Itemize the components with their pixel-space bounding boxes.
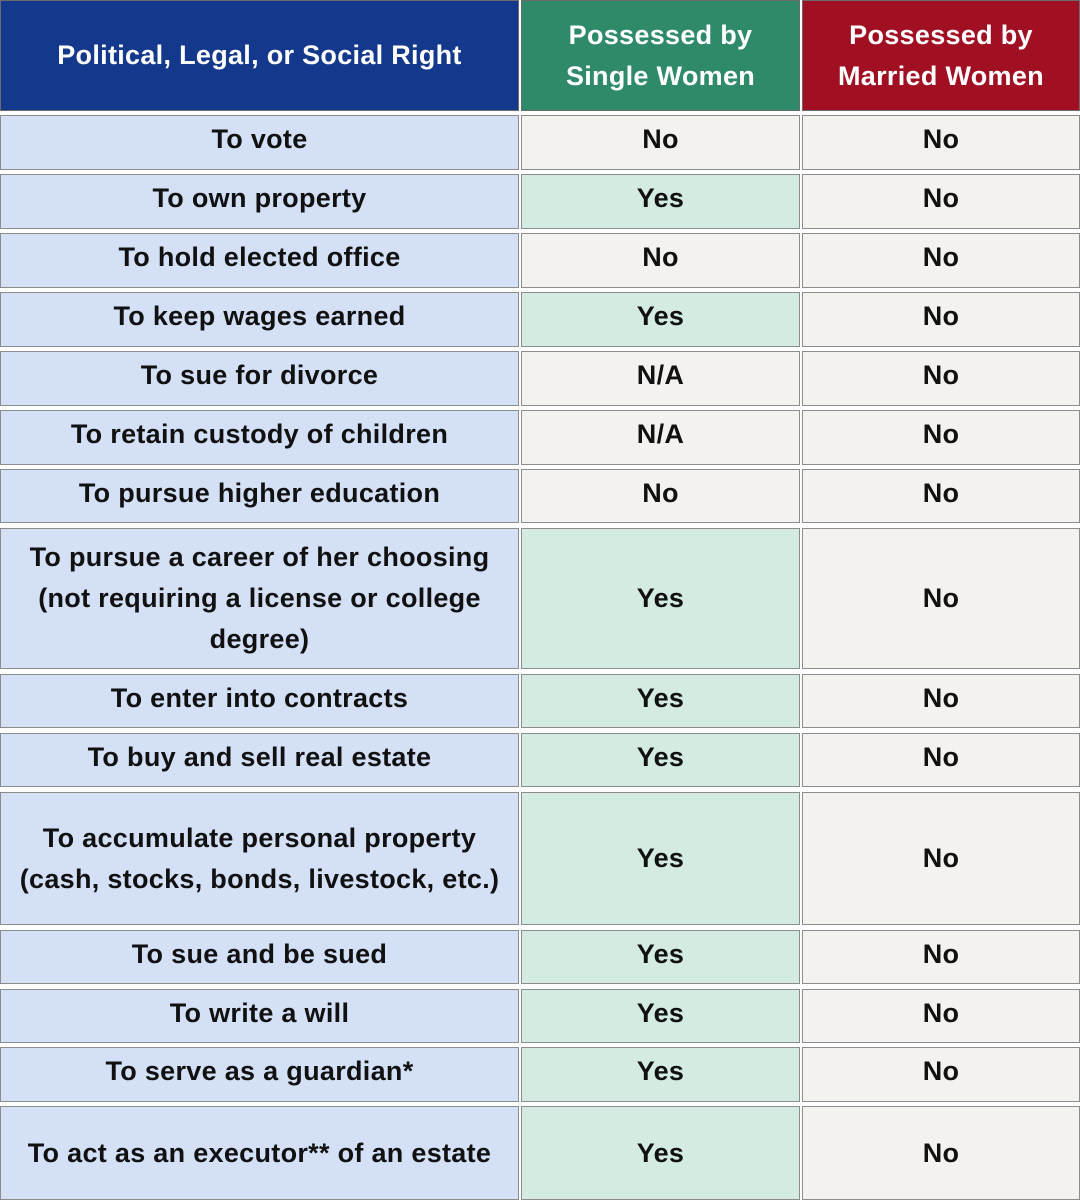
single-women-cell: Yes [521,1047,800,1102]
right-cell: To vote [0,115,519,170]
right-cell: To buy and sell real estate [0,733,519,787]
married-women-cell: No [802,469,1080,523]
right-cell: To hold elected office [0,233,519,288]
header-right: Political, Legal, or Social Right [0,0,519,111]
right-cell: To keep wages earned [0,292,519,347]
married-women-cell: No [802,733,1080,787]
single-women-cell: Yes [521,792,800,925]
header-single-women: Possessed by Single Women [521,0,800,111]
right-cell: To sue and be sued [0,930,519,984]
married-women-cell: No [802,174,1080,229]
single-women-cell: Yes [521,930,800,984]
single-women-cell: N/A [521,351,800,406]
married-women-cell: No [802,351,1080,406]
right-cell: To sue for divorce [0,351,519,406]
single-women-cell: Yes [521,674,800,728]
married-women-cell: No [802,233,1080,288]
right-cell: To own property [0,174,519,229]
single-women-cell: No [521,469,800,523]
right-cell: To accumulate personal property (cash, stocks, bonds, livestock, etc.) [0,792,519,925]
right-cell: To act as an executor** of an estate [0,1106,519,1200]
single-women-cell: Yes [521,174,800,229]
married-women-cell: No [802,1106,1080,1200]
right-cell: To serve as a guardian* [0,1047,519,1102]
married-women-cell: No [802,528,1080,669]
married-women-cell: No [802,989,1080,1043]
married-women-cell: No [802,792,1080,925]
right-cell: To pursue higher education [0,469,519,523]
married-women-cell: No [802,674,1080,728]
right-cell: To retain custody of children [0,410,519,465]
married-women-cell: No [802,115,1080,170]
header-married-women: Possessed by Married Women [802,0,1080,111]
single-women-cell: Yes [521,733,800,787]
single-women-cell: Yes [521,989,800,1043]
single-women-cell: No [521,115,800,170]
married-women-cell: No [802,292,1080,347]
single-women-cell: Yes [521,292,800,347]
single-women-cell: Yes [521,528,800,669]
single-women-cell: Yes [521,1106,800,1200]
single-women-cell: No [521,233,800,288]
right-cell: To enter into contracts [0,674,519,728]
married-women-cell: No [802,930,1080,984]
right-cell: To write a will [0,989,519,1043]
married-women-cell: No [802,410,1080,465]
married-women-cell: No [802,1047,1080,1102]
right-cell: To pursue a career of her choosing (not requiring a license or college degree) [0,528,519,669]
single-women-cell: N/A [521,410,800,465]
